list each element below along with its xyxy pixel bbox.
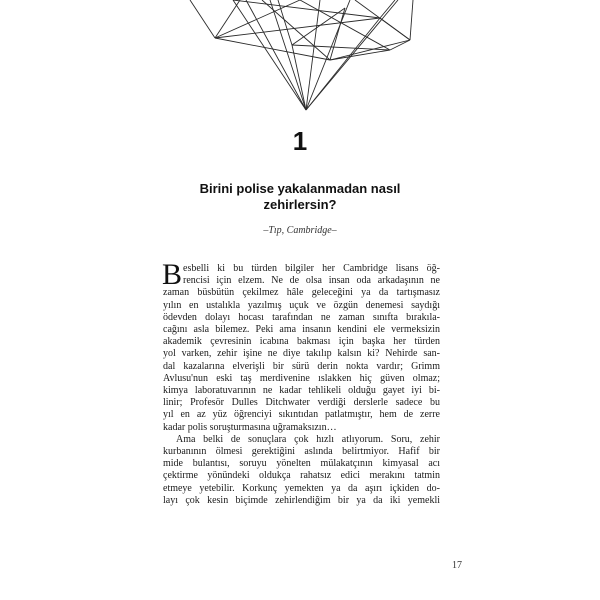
- body-line: layı çok kesin biçimde zehirlendiğim bir ya da iki yemekli: [163, 494, 440, 506]
- body-line: yıl en az yüz öğrenciyi sıkıntıdan patlatmıştır, hem de zerre: [163, 409, 440, 421]
- body-line: cağını asla bilemez. Peki ama insanın kendini ele vermeksizin: [163, 324, 440, 336]
- body-line: kadar polis soruşturmasına uğramaksızın…: [163, 421, 337, 433]
- body-line: dal kazalarına elverişli bir sürü derin nokta vardır; Grimm: [163, 360, 440, 372]
- body-line: Avlusu'nun eski taş merdivenine ıslakken hiç güven olmaz;: [163, 372, 440, 384]
- body-line: linir; Profesör Dulles Ditchwater verdiği derslerle sadece bu: [163, 397, 440, 409]
- body-line: yılın en ustalıkla yazılmış uçuk ve özgün denemesi saydığı: [163, 299, 440, 311]
- body-line: mide bulantısı, soruyu yönelten mülakatçının kimyasal acı: [163, 458, 440, 470]
- chapter-title: [150, 181, 450, 213]
- body-line: ödevden dolayı hocası tarafından ne zaman sınıfta bırakıla-: [163, 311, 440, 323]
- body-line: zaman büsbütün çekilmez hâle geleceğini ya da tartışmasız: [163, 287, 440, 299]
- chapter-title-line-2: zehirlersin?: [263, 197, 337, 212]
- page-number: 17: [452, 560, 462, 571]
- body-line: etmeye yetebilir. Korkunç yemekten ya da aşırı içkiden do-: [163, 482, 440, 494]
- body-text: [162, 258, 440, 507]
- epigraph: –Tıp, Cambridge–: [263, 225, 337, 236]
- body-line: Ama belki de sonuçlara çok hızlı atlıyorum. Soru, zehir: [176, 433, 440, 445]
- body-line: yol varken, zehir işine ne diye takılıp kalsın ki? Nehirde san-: [163, 348, 440, 360]
- body-line: kurbanının ölmesi gerektiğini aslında belirtmiyor. Hafif bir: [163, 446, 440, 458]
- body-line: rencisi için elzem. Ne de olsa insan oda arkadaşının ne: [183, 275, 440, 287]
- body-line: akademik çevresinin icabına bakması için başka her türden: [163, 336, 440, 348]
- chapter-title-line-1: Birini polise yakalanmadan nasıl: [199, 181, 401, 196]
- chapter-number: 1: [292, 126, 308, 156]
- drop-cap: B: [162, 258, 183, 291]
- body-line: kimya laboratuvarının ne kadar tehlikeli olduğu gayet iyi bi-: [163, 385, 440, 397]
- body-line: esbelli ki bu türden bilgiler her Cambridge lisans öğ-: [183, 263, 440, 274]
- body-line: çektirme yönündeki oldukça rahatsız edici merakını tatmin: [163, 470, 440, 482]
